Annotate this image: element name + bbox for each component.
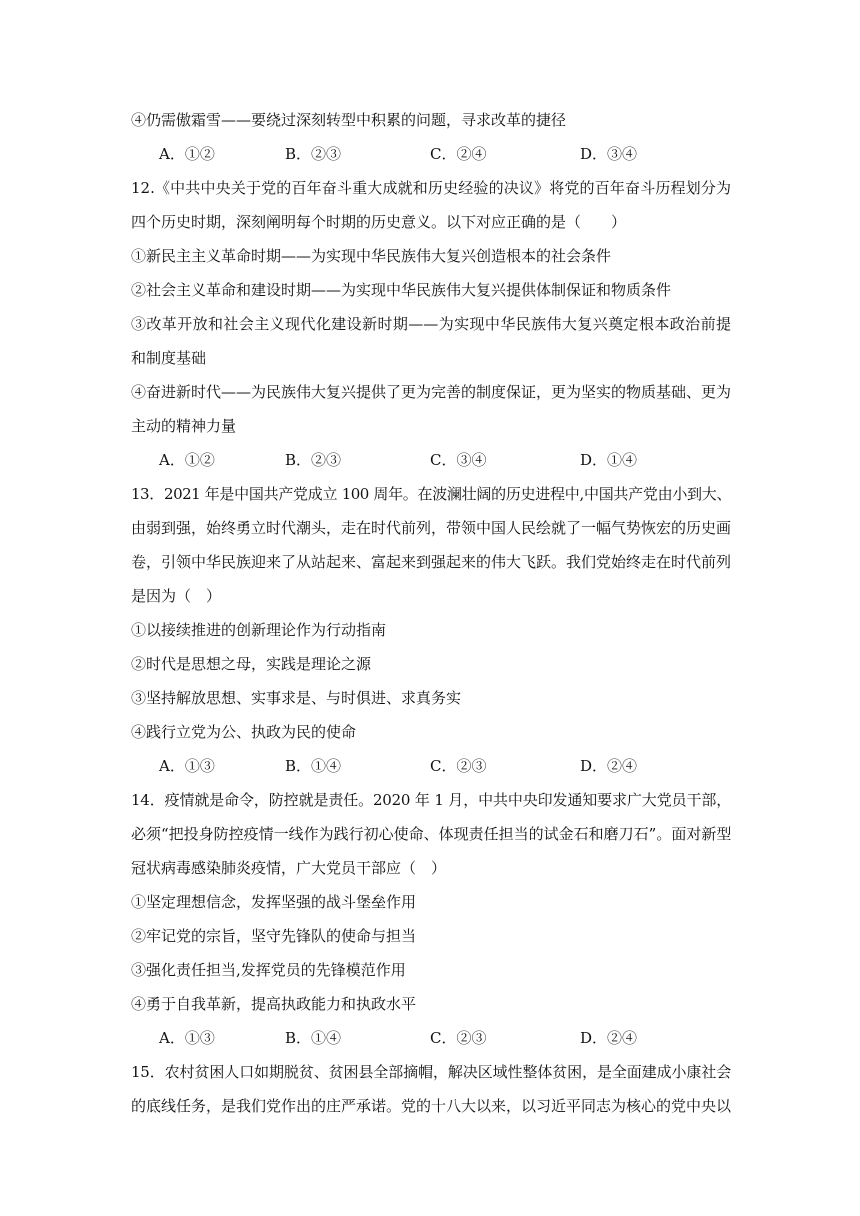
q13-stem-line-2: 由弱到强，始终勇立时代潮头，走在时代前列，带领中国人民绘就了一幅气势恢宏的历史画 <box>131 519 732 537</box>
q13-item-3: ③坚持解放思想、实事求是、与时俱进、求真务实 <box>131 689 462 707</box>
q14-stem-line-2: 必须“把投身防控疫情一线作为践行初心使命、体现责任担当的试金石和磨刀石”。面对新型 <box>131 825 732 843</box>
q13-item-2: ②时代是思想之母，实践是理论之源 <box>131 655 372 673</box>
q12-stem-line-1: 12.《中共中央关于党的百年奋斗重大成就和历史经验的决议》将党的百年奋斗历程划分为 <box>131 179 731 197</box>
q15-stem-line-1: 15．农村贫困人口如期脱贫、贫困县全部摘帽，解决区域性整体贫困，是全面建成小康社会 <box>131 1063 731 1081</box>
q13-option-d: D．②④ <box>580 757 638 775</box>
q13-item-1: ①以接续推进的创新理论作为行动指南 <box>131 621 387 639</box>
q14-option-d: D．②④ <box>580 1029 638 1047</box>
q13-option-b: B．①④ <box>285 757 342 775</box>
q14-option-c: C．②③ <box>430 1029 487 1047</box>
q14-options <box>159 1027 739 1049</box>
q13-stem-line-4: 是因为（ ） <box>131 587 222 605</box>
q11-option-b: B．②③ <box>285 145 342 163</box>
q15-stem-line-2: 的底线任务，是我们党作出的庄严承诺。党的十八大以来，以习近平同志为核心的党中央以 <box>131 1097 732 1115</box>
q13-stem-line-1: 13．2021 年是中国共产党成立 100 周年。在波澜壮阔的历史进程中,中国共产党由小到大、 <box>131 485 731 503</box>
q14-item-1: ①坚定理想信念，发挥坚强的战斗堡垒作用 <box>131 893 417 911</box>
q14-option-a: A．①③ <box>159 1029 215 1047</box>
q12-item-3-line-2: 和制度基础 <box>131 349 207 367</box>
q12-stem-line-2: 四个历史时期，深刻阐明每个时期的历史意义。以下对应正确的是（ ） <box>131 213 627 231</box>
q14-stem-line-1: 14．疫情就是命令，防控就是责任。2020 年 1 月，中共中央印发通知要求广大党员干部， <box>131 791 731 809</box>
q14-option-b: B．①④ <box>285 1029 342 1047</box>
q12-options <box>159 449 739 471</box>
q14-item-2: ②牢记党的宗旨，坚守先锋队的使命与担当 <box>131 927 417 945</box>
q12-option-a: A．①② <box>159 451 215 469</box>
q12-option-d: D．①④ <box>580 451 638 469</box>
q12-option-b: B．②③ <box>285 451 342 469</box>
q12-option-c: C．③④ <box>430 451 487 469</box>
q13-stem-line-3: 卷，引领中华民族迎来了从站起来、富起来到强起来的伟大飞跃。我们党始终走在时代前列 <box>131 553 732 571</box>
q12-item-2: ②社会主义革命和建设时期——为实现中华民族伟大复兴提供体制保证和物质条件 <box>131 281 672 299</box>
q13-option-a: A．①③ <box>159 757 215 775</box>
q13-item-4: ④践行立党为公、执政为民的使命 <box>131 723 357 741</box>
q13-options <box>159 755 739 777</box>
q11-option-d: D．③④ <box>580 145 638 163</box>
q11-option-c: C．②④ <box>430 145 487 163</box>
q12-item-1: ①新民主主义革命时期——为实现中华民族伟大复兴创造根本的社会条件 <box>131 247 612 265</box>
q14-item-4: ④勇于自我革新，提高执政能力和执政水平 <box>131 995 417 1013</box>
q11-options <box>159 143 739 165</box>
q12-item-3-line-1: ③改革开放和社会主义现代化建设新时期——为实现中华民族伟大复兴奠定根本政治前提 <box>131 315 731 333</box>
q14-item-3: ③强化责任担当,发挥党员的先锋模范作用 <box>131 961 406 979</box>
q13-option-c: C．②③ <box>430 757 487 775</box>
q11-item-4: ④仍需傲霜雪——要绕过深刻转型中积累的问题，寻求改革的捷径 <box>131 111 567 129</box>
q12-item-4-line-1: ④奋进新时代——为民族伟大复兴提供了更为完善的制度保证，更为坚实的物质基础、更为 <box>131 383 732 401</box>
q11-option-a: A．①② <box>159 145 215 163</box>
q12-item-4-line-2: 主动的精神力量 <box>131 417 237 435</box>
q14-stem-line-3: 冠状病毒感染肺炎疫情，广大党员干部应（ ） <box>131 859 447 877</box>
